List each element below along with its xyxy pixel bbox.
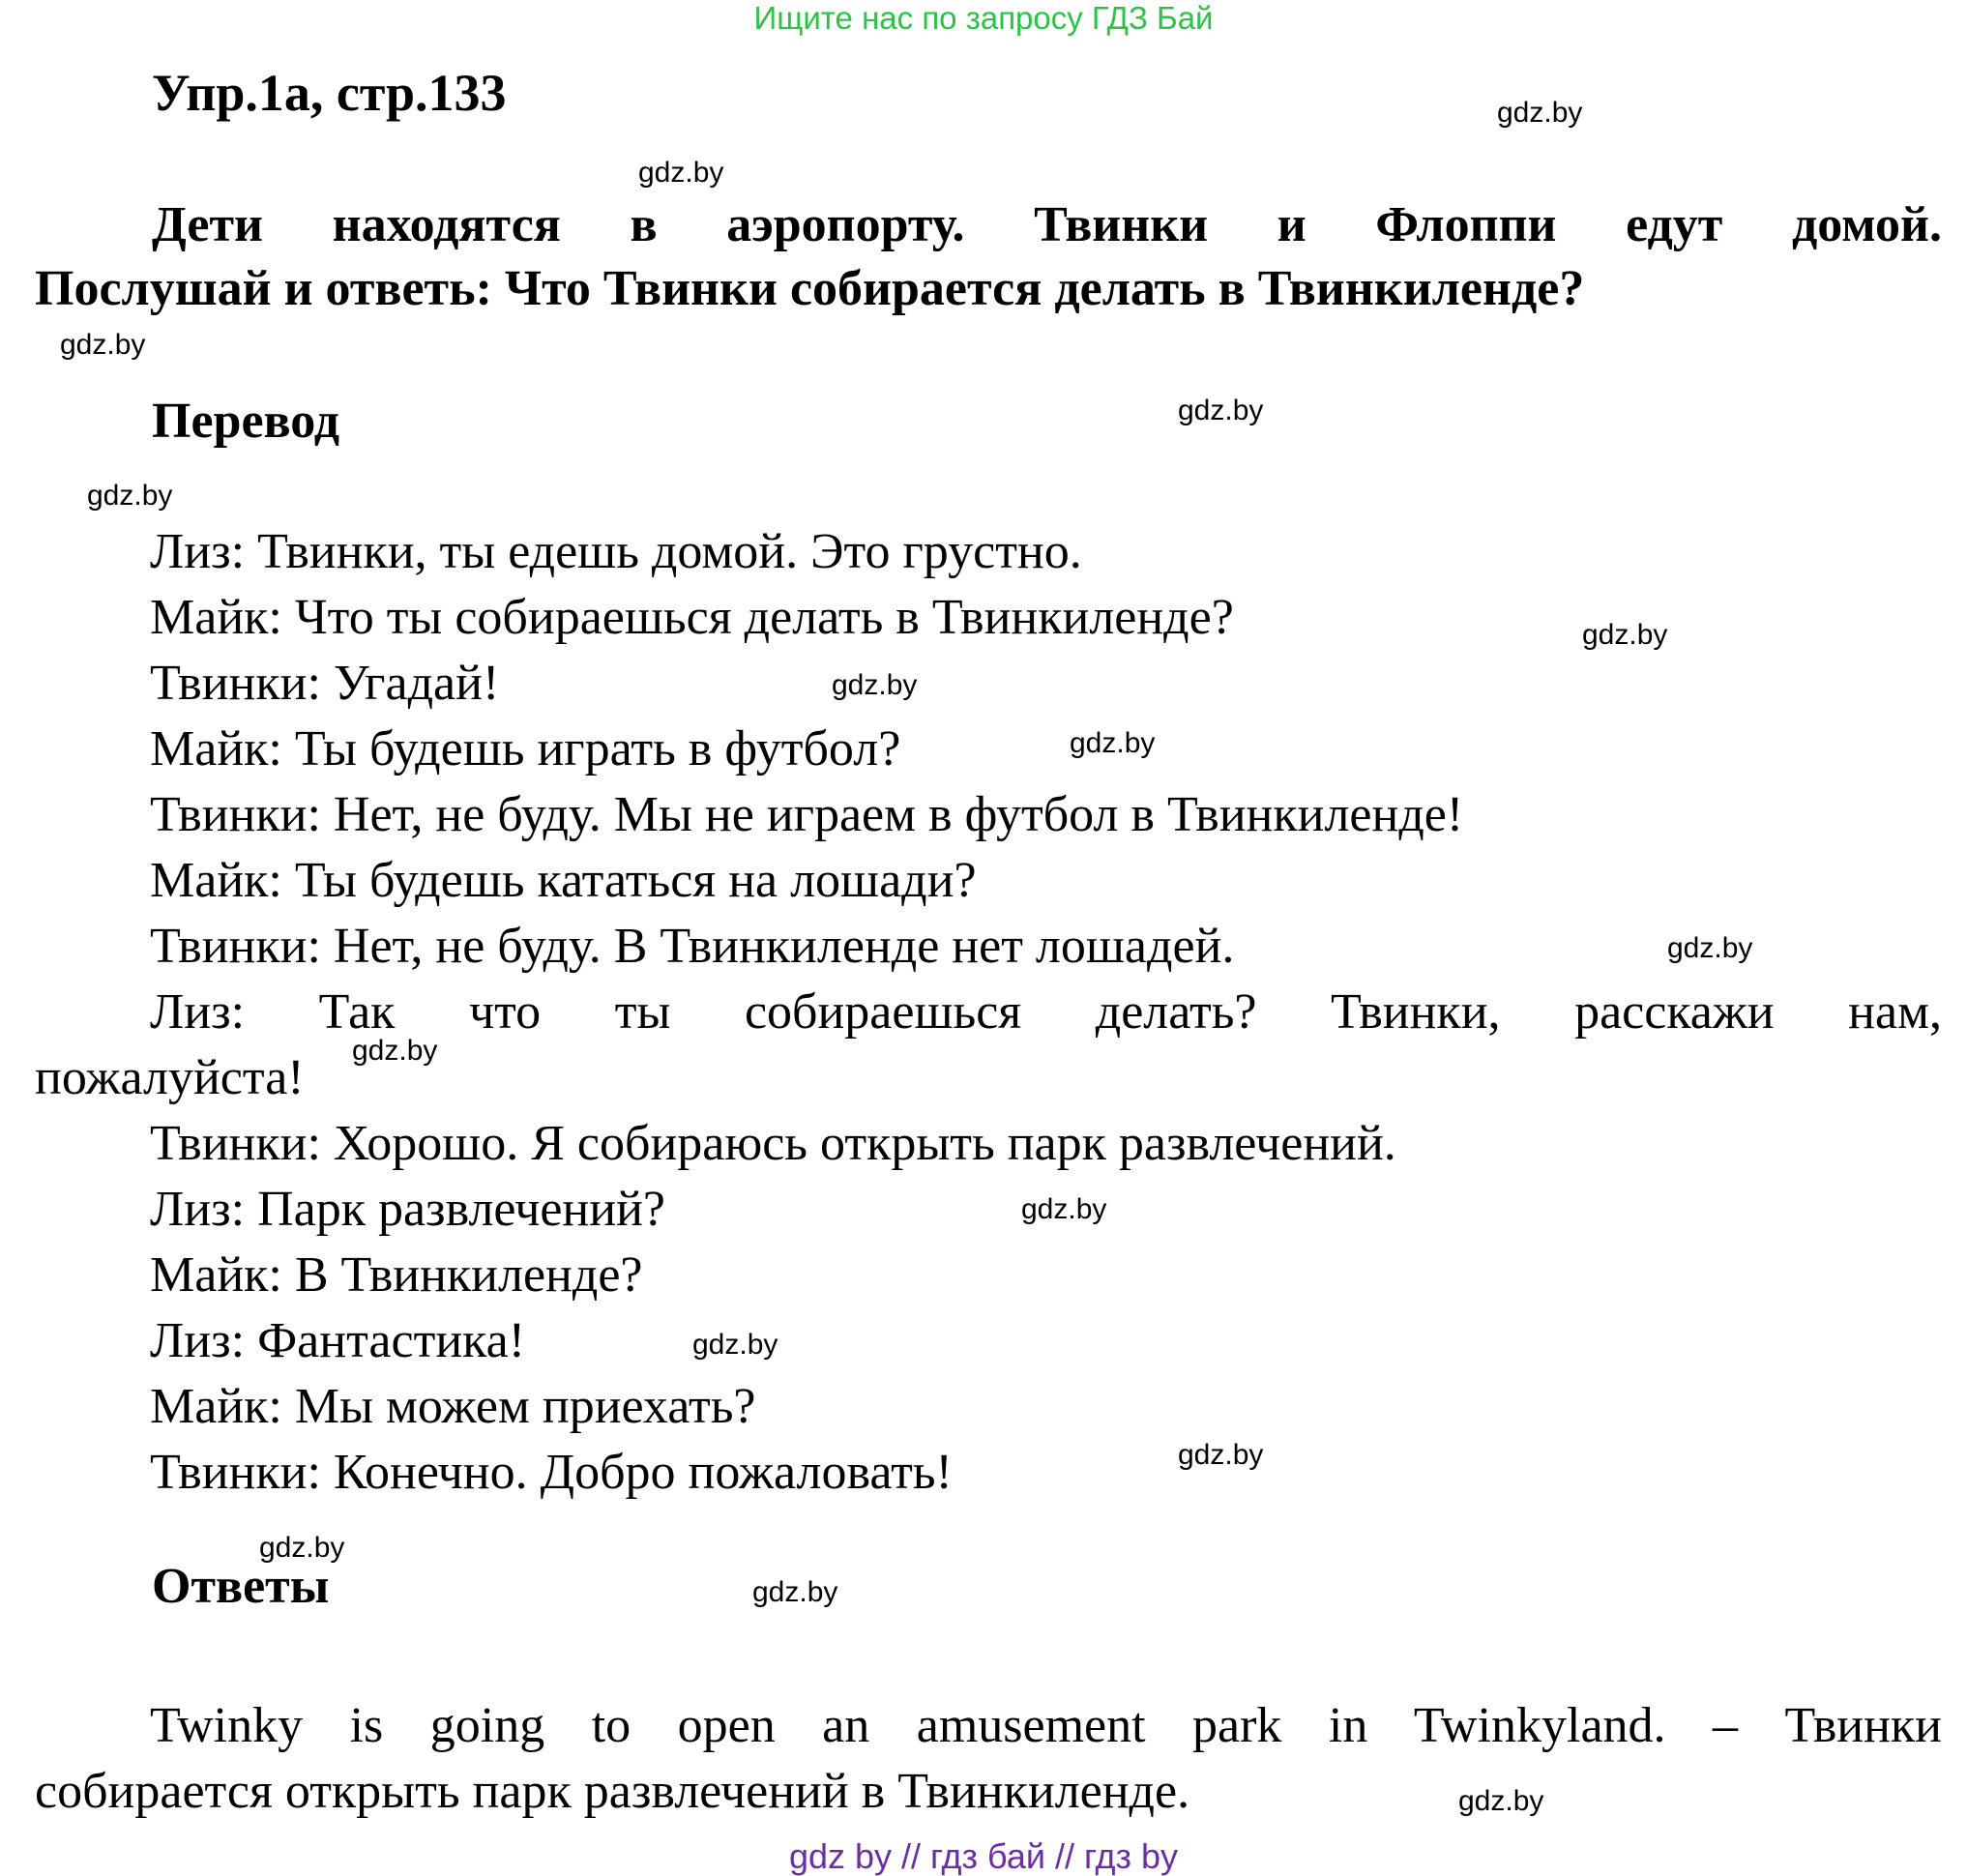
dialogue-line: Лиз: Так что ты собираешься делать? Твинки, расскажи нам, — [150, 984, 1942, 1040]
task-text-line-1: Дети находятся в аэропорту. Твинки и Флоппи едут домой. — [152, 197, 1942, 252]
dialogue-line: Майк: Что ты собираешься делать в Твинкиленде? — [150, 590, 1234, 645]
watermark: gdz.by — [752, 1576, 838, 1608]
watermark: gdz.by — [1178, 395, 1264, 426]
watermark: gdz.by — [1458, 1785, 1544, 1817]
dialogue-line: Твинки: Нет, не буду. Мы не играем в футбол в Твинкиленде! — [150, 787, 1464, 842]
answers-heading: Ответы — [152, 1559, 330, 1614]
watermark: gdz.by — [638, 157, 724, 189]
watermark: gdz.by — [1178, 1439, 1264, 1471]
watermark: gdz.by — [1582, 619, 1668, 651]
search-hint-banner: Ищите нас по запросу ГДЗ Бай — [753, 0, 1214, 36]
dialogue-line: Твинки: Нет, не буду. В Твинкиленде нет лошадей. — [150, 919, 1235, 974]
watermark: gdz.by — [1497, 97, 1583, 129]
dialogue-line: Твинки: Конечно. Добро пожаловать! — [150, 1445, 953, 1500]
watermark: gdz.by — [1667, 932, 1753, 964]
watermark: gdz.by — [60, 329, 146, 361]
task-text-line-2: Послушай и ответь: Что Твинки собирается делать в Твинкиленде? — [35, 261, 1585, 316]
dialogue-line: Майк: В Твинкиленде? — [150, 1247, 643, 1303]
dialogue-line: Лиз: Парк развлечений? — [150, 1182, 665, 1237]
dialogue-line: Майк: Мы можем приехать? — [150, 1379, 756, 1434]
dialogue-line-continuation: пожалуйста! — [35, 1050, 305, 1105]
watermark: gdz.by — [1021, 1193, 1107, 1225]
dialogue-line: Майк: Ты будешь кататься на лошади? — [150, 853, 977, 908]
watermark: gdz.by — [832, 669, 918, 701]
dialogue-line: Твинки: Угадай! — [150, 656, 500, 711]
dialogue-line: Лиз: Твинки, ты едешь домой. Это грустно. — [150, 524, 1082, 579]
watermark: gdz.by — [692, 1329, 778, 1361]
watermark: gdz.by — [1070, 727, 1156, 759]
watermark: gdz.by — [259, 1532, 345, 1564]
dialogue-line: Лиз: Фантастика! — [150, 1313, 526, 1368]
dialogue-line: Майк: Ты будешь играть в футбол? — [150, 721, 901, 777]
translation-heading: Перевод — [152, 394, 340, 449]
watermark: gdz.by — [352, 1035, 438, 1067]
watermark: gdz.by — [87, 480, 173, 512]
dialogue-line: Твинки: Хорошо. Я собираюсь открыть парк развлечений. — [150, 1116, 1396, 1171]
exercise-title: Упр.1а, стр.133 — [152, 64, 507, 122]
answer-line-1: Twinky is going to open an amusement park in Twinkyland. – Твинки — [150, 1698, 1942, 1753]
answer-line-2: собирается открыть парк развлечений в Твинкиленде. — [35, 1764, 1190, 1819]
footer-links[interactable]: gdz by // гдз бай // гдз by — [788, 1836, 1179, 1876]
